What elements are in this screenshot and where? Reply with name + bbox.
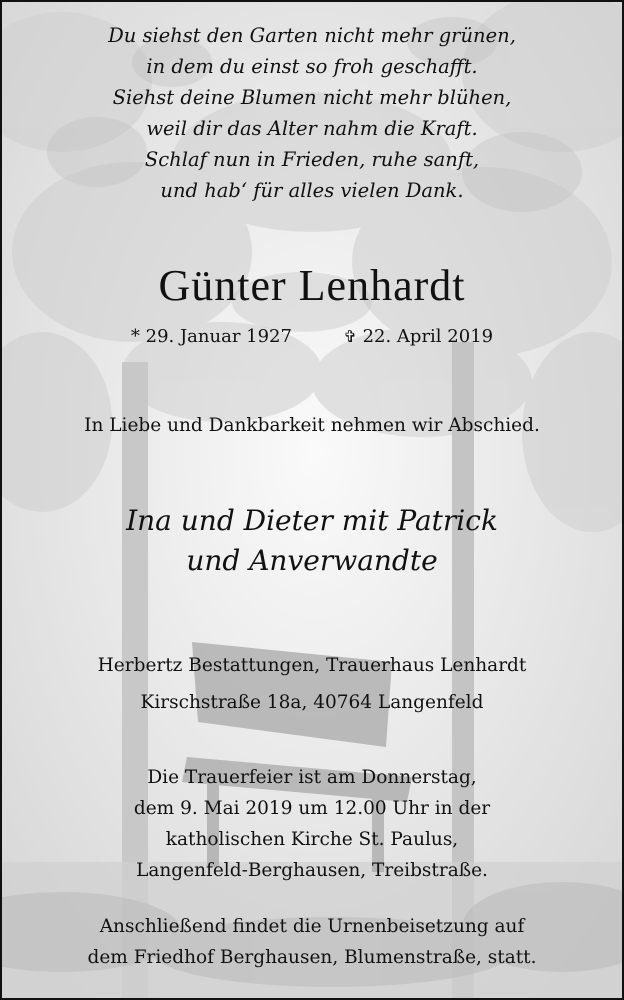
poem-line: Schlaf nun in Frieden, ruhe sanft, (144, 148, 480, 171)
death-date: 22. April 2019 (362, 326, 494, 347)
burial-line: Anschließend findet die Urnenbeisetzung auf (99, 916, 525, 937)
burial-line: dem Friedhof Berghausen, Blumenstraße, statt. (87, 947, 537, 968)
poem-line: und hab‘ für alles vielen Dank. (160, 179, 464, 202)
poem-line: in dem du einst so froh geschafft. (146, 55, 478, 78)
service-line: katholischen Kirche St. Paulus, (165, 829, 459, 850)
life-dates (2, 326, 622, 347)
poem-line: Siehst deine Blumen nicht mehr blühen, (112, 86, 512, 109)
poem-line: Du siehst den Garten nicht mehr grünen, (108, 24, 516, 47)
poem-line: weil dir das Alter nahm die Kraft. (146, 117, 478, 140)
family-line: Ina und Dieter mit Patrick (126, 504, 498, 537)
deceased-name: Günter Lenhardt (158, 261, 466, 310)
service-line: Langenfeld-Berghausen, Treibstraße. (136, 860, 488, 881)
family-line: und Anverwandte (186, 544, 438, 577)
undertaker-address: Kirschstraße 18a, 40764 Langenfeld (140, 692, 484, 713)
farewell-text: In Liebe und Dankbarkeit nehmen wir Abschied. (84, 415, 540, 436)
service-line: Die Trauerfeier ist am Donnerstag, (147, 767, 477, 788)
service-line: dem 9. Mai 2019 um 12.00 Uhr in der (133, 798, 491, 819)
undertaker-line: Herbertz Bestattungen, Trauerhaus Lenhardt (97, 655, 527, 676)
birth-date: * 29. Januar 1927 (130, 326, 292, 347)
cross-icon: ✞ (343, 327, 357, 346)
notice-content (2, 2, 624, 1000)
